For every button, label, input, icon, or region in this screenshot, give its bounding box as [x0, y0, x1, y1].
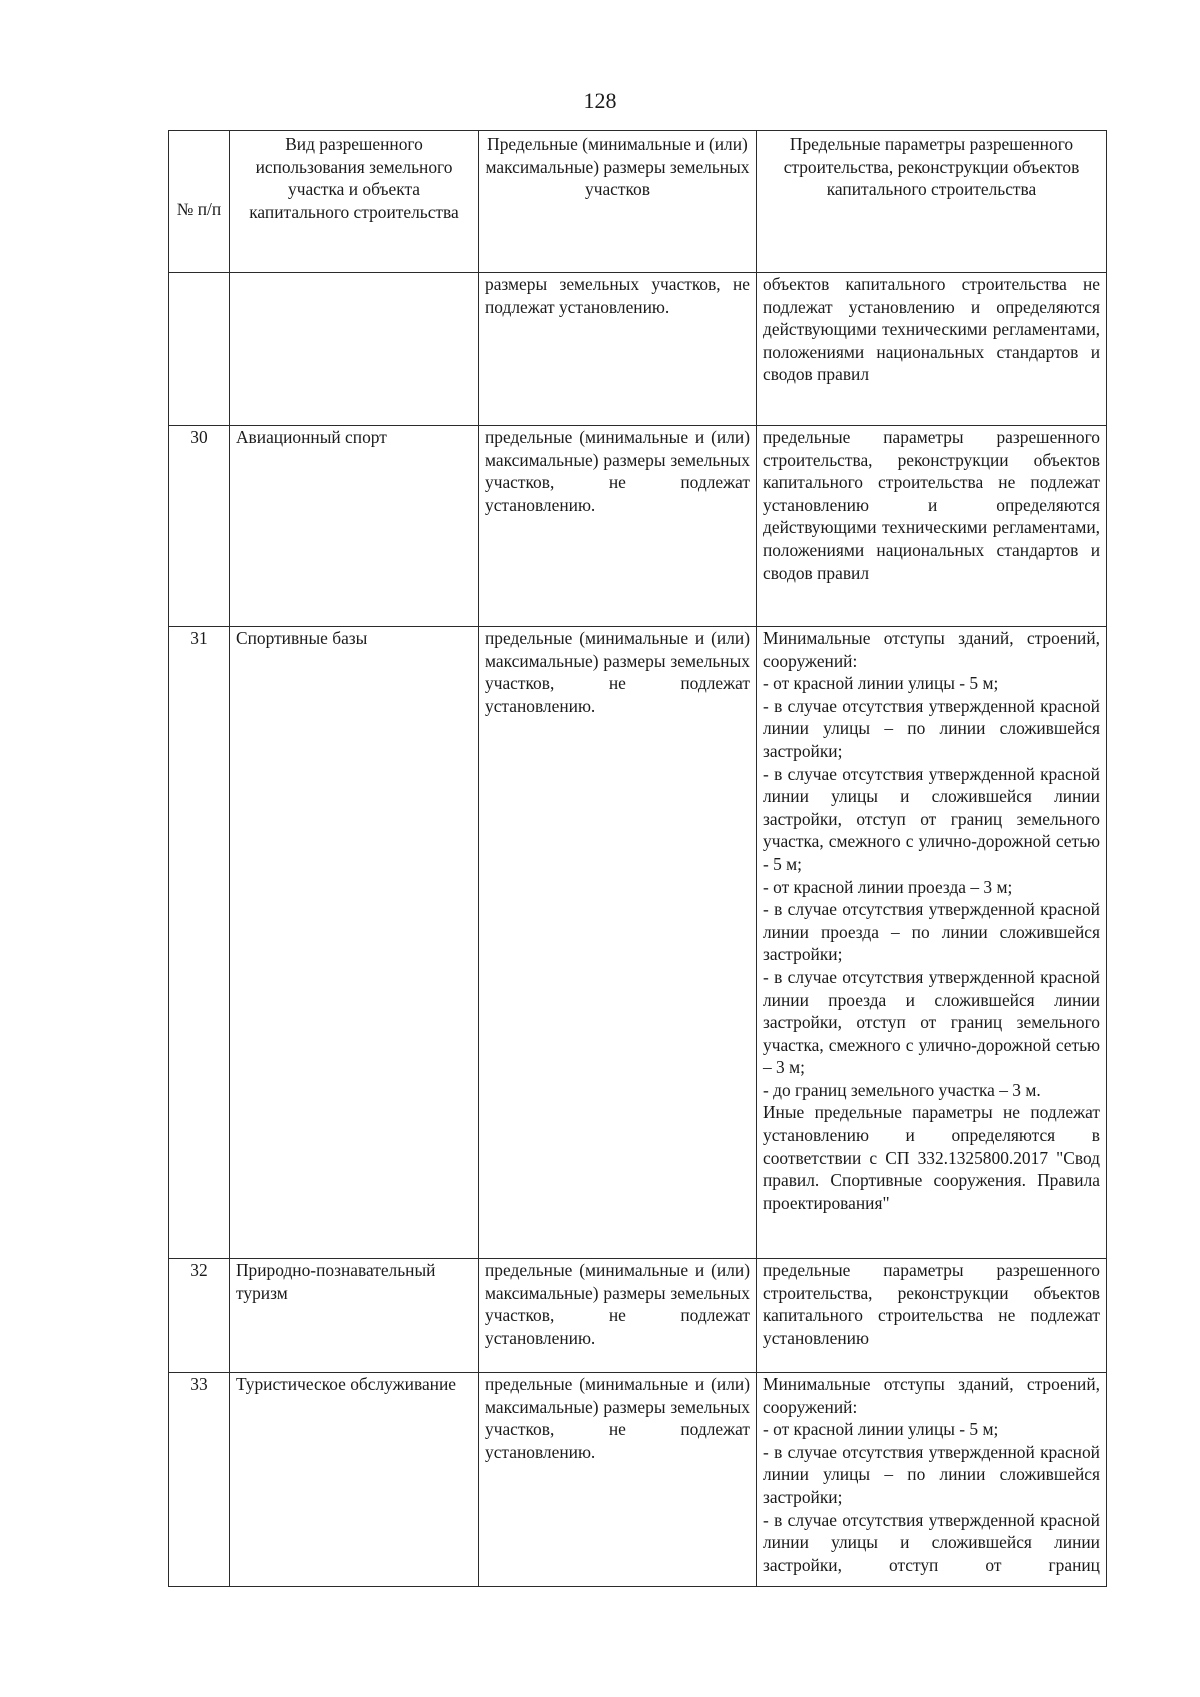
params-paragraph: - в случае отсутствия утвержденной красной линии проезда – по линии сложившейся застройки;	[763, 899, 1100, 965]
row-plot-sizes: предельные (минимальные и (или) максимальные) размеры земельных участков, не подлежат установлению.	[479, 1373, 757, 1587]
table-header-row	[169, 131, 1107, 273]
params-paragraph: - в случае отсутствия утвержденной красной линии проезда и сложившейся линии застройки, отступ от границ земельного участка, смежного с улично-дорожной сетью – 3 м;	[763, 966, 1100, 1078]
table-row	[169, 273, 1107, 426]
row-number: 30	[169, 426, 230, 627]
row-plot-sizes: предельные (минимальные и (или) максимальные) размеры земельных участков, не подлежат установлению.	[479, 1259, 757, 1373]
params-paragraph: - от красной линии проезда – 3 м;	[763, 876, 1013, 897]
params-paragraph: - в случае отсутствия утвержденной красной линии улицы – по линии сложившейся застройки;	[763, 695, 1100, 761]
table-row	[169, 426, 1107, 627]
row-plot-sizes: размеры земельных участков, не подлежат установлению.	[479, 273, 757, 426]
table-row	[169, 627, 1107, 1259]
params-paragraph: - в случае отсутствия утвержденной красной линии улицы и сложившейся линии застройки, отступ от границ земельного участка, смежного с улично-дорожной сетью - 5 м;	[763, 763, 1100, 874]
row-permitted-use: Туристическое обслуживание	[230, 1373, 479, 1587]
row-construction-params	[757, 627, 1107, 1259]
row-construction-params	[757, 273, 1107, 426]
params-paragraph: Иные предельные параметры не подлежат установлению и определяются в соответствии с СП 332.1325800.2017 "Свод правил. Спортивные сооружения. Правила проектирования"	[763, 1102, 1100, 1213]
row-plot-sizes: предельные (минимальные и (или) максимальные) размеры земельных участков, не подлежат установлению.	[479, 627, 757, 1259]
row-construction-params	[757, 1259, 1107, 1373]
header-permitted-use: Вид разрешенного использования земельного участка и объекта капитального строительства	[230, 131, 479, 273]
row-permitted-use: Спортивные базы	[230, 627, 479, 1259]
page-number: 128	[583, 88, 617, 113]
header-number: № п/п	[169, 131, 230, 273]
row-number: 33	[169, 1373, 230, 1587]
header-plot-sizes: Предельные (минимальные и (или) максимальные) размеры земельных участков	[479, 131, 757, 273]
row-plot-sizes: предельные (минимальные и (или) максимальные) размеры земельных участков, не подлежат установлению.	[479, 426, 757, 627]
row-permitted-use	[230, 273, 479, 426]
params-paragraph: - в случае отсутствия утвержденной красной линии улицы – по линии сложившейся застройки;	[763, 1441, 1100, 1507]
params-paragraph: предельные параметры разрешенного строительства, реконструкции объектов капитального строительства не подлежат установлению и определяются действующими техническими регламентами, положениями национальных стандартов и сводов правил	[763, 427, 1100, 583]
params-paragraph: - в случае отсутствия утвержденной красной линии улицы и сложившейся линии застройки, отступ от границ	[763, 1509, 1100, 1575]
header-construction-params: Предельные параметры разрешенного строительства, реконструкции объектов капитального строительства	[757, 131, 1107, 273]
row-number: 32	[169, 1259, 230, 1373]
params-paragraph: Минимальные отступы зданий, строений, сооружений:	[763, 628, 1100, 671]
row-number: 31	[169, 627, 230, 1259]
params-paragraph: - до границ земельного участка – 3 м.	[763, 1079, 1041, 1100]
row-permitted-use: Природно-познавательный туризм	[230, 1259, 479, 1373]
row-construction-params	[757, 426, 1107, 627]
params-paragraph: - от красной линии улицы - 5 м;	[763, 673, 999, 694]
params-paragraph: предельные параметры разрешенного строительства, реконструкции объектов капитального строительства не подлежат установлению	[763, 1260, 1100, 1348]
table-row	[169, 1259, 1107, 1373]
params-paragraph: Минимальные отступы зданий, строений, сооружений:	[763, 1374, 1100, 1417]
row-number	[169, 273, 230, 426]
regulations-table	[168, 130, 1107, 1587]
row-permitted-use: Авиационный спорт	[230, 426, 479, 627]
table-row	[169, 1373, 1107, 1587]
params-paragraph: - от красной линии улицы - 5 м;	[763, 1419, 999, 1440]
row-construction-params	[757, 1373, 1107, 1587]
params-paragraph: объектов капитального строительства не подлежат установлению и определяются действующими техническими регламентами, положениями национальных стандартов и сводов правил	[763, 274, 1100, 385]
